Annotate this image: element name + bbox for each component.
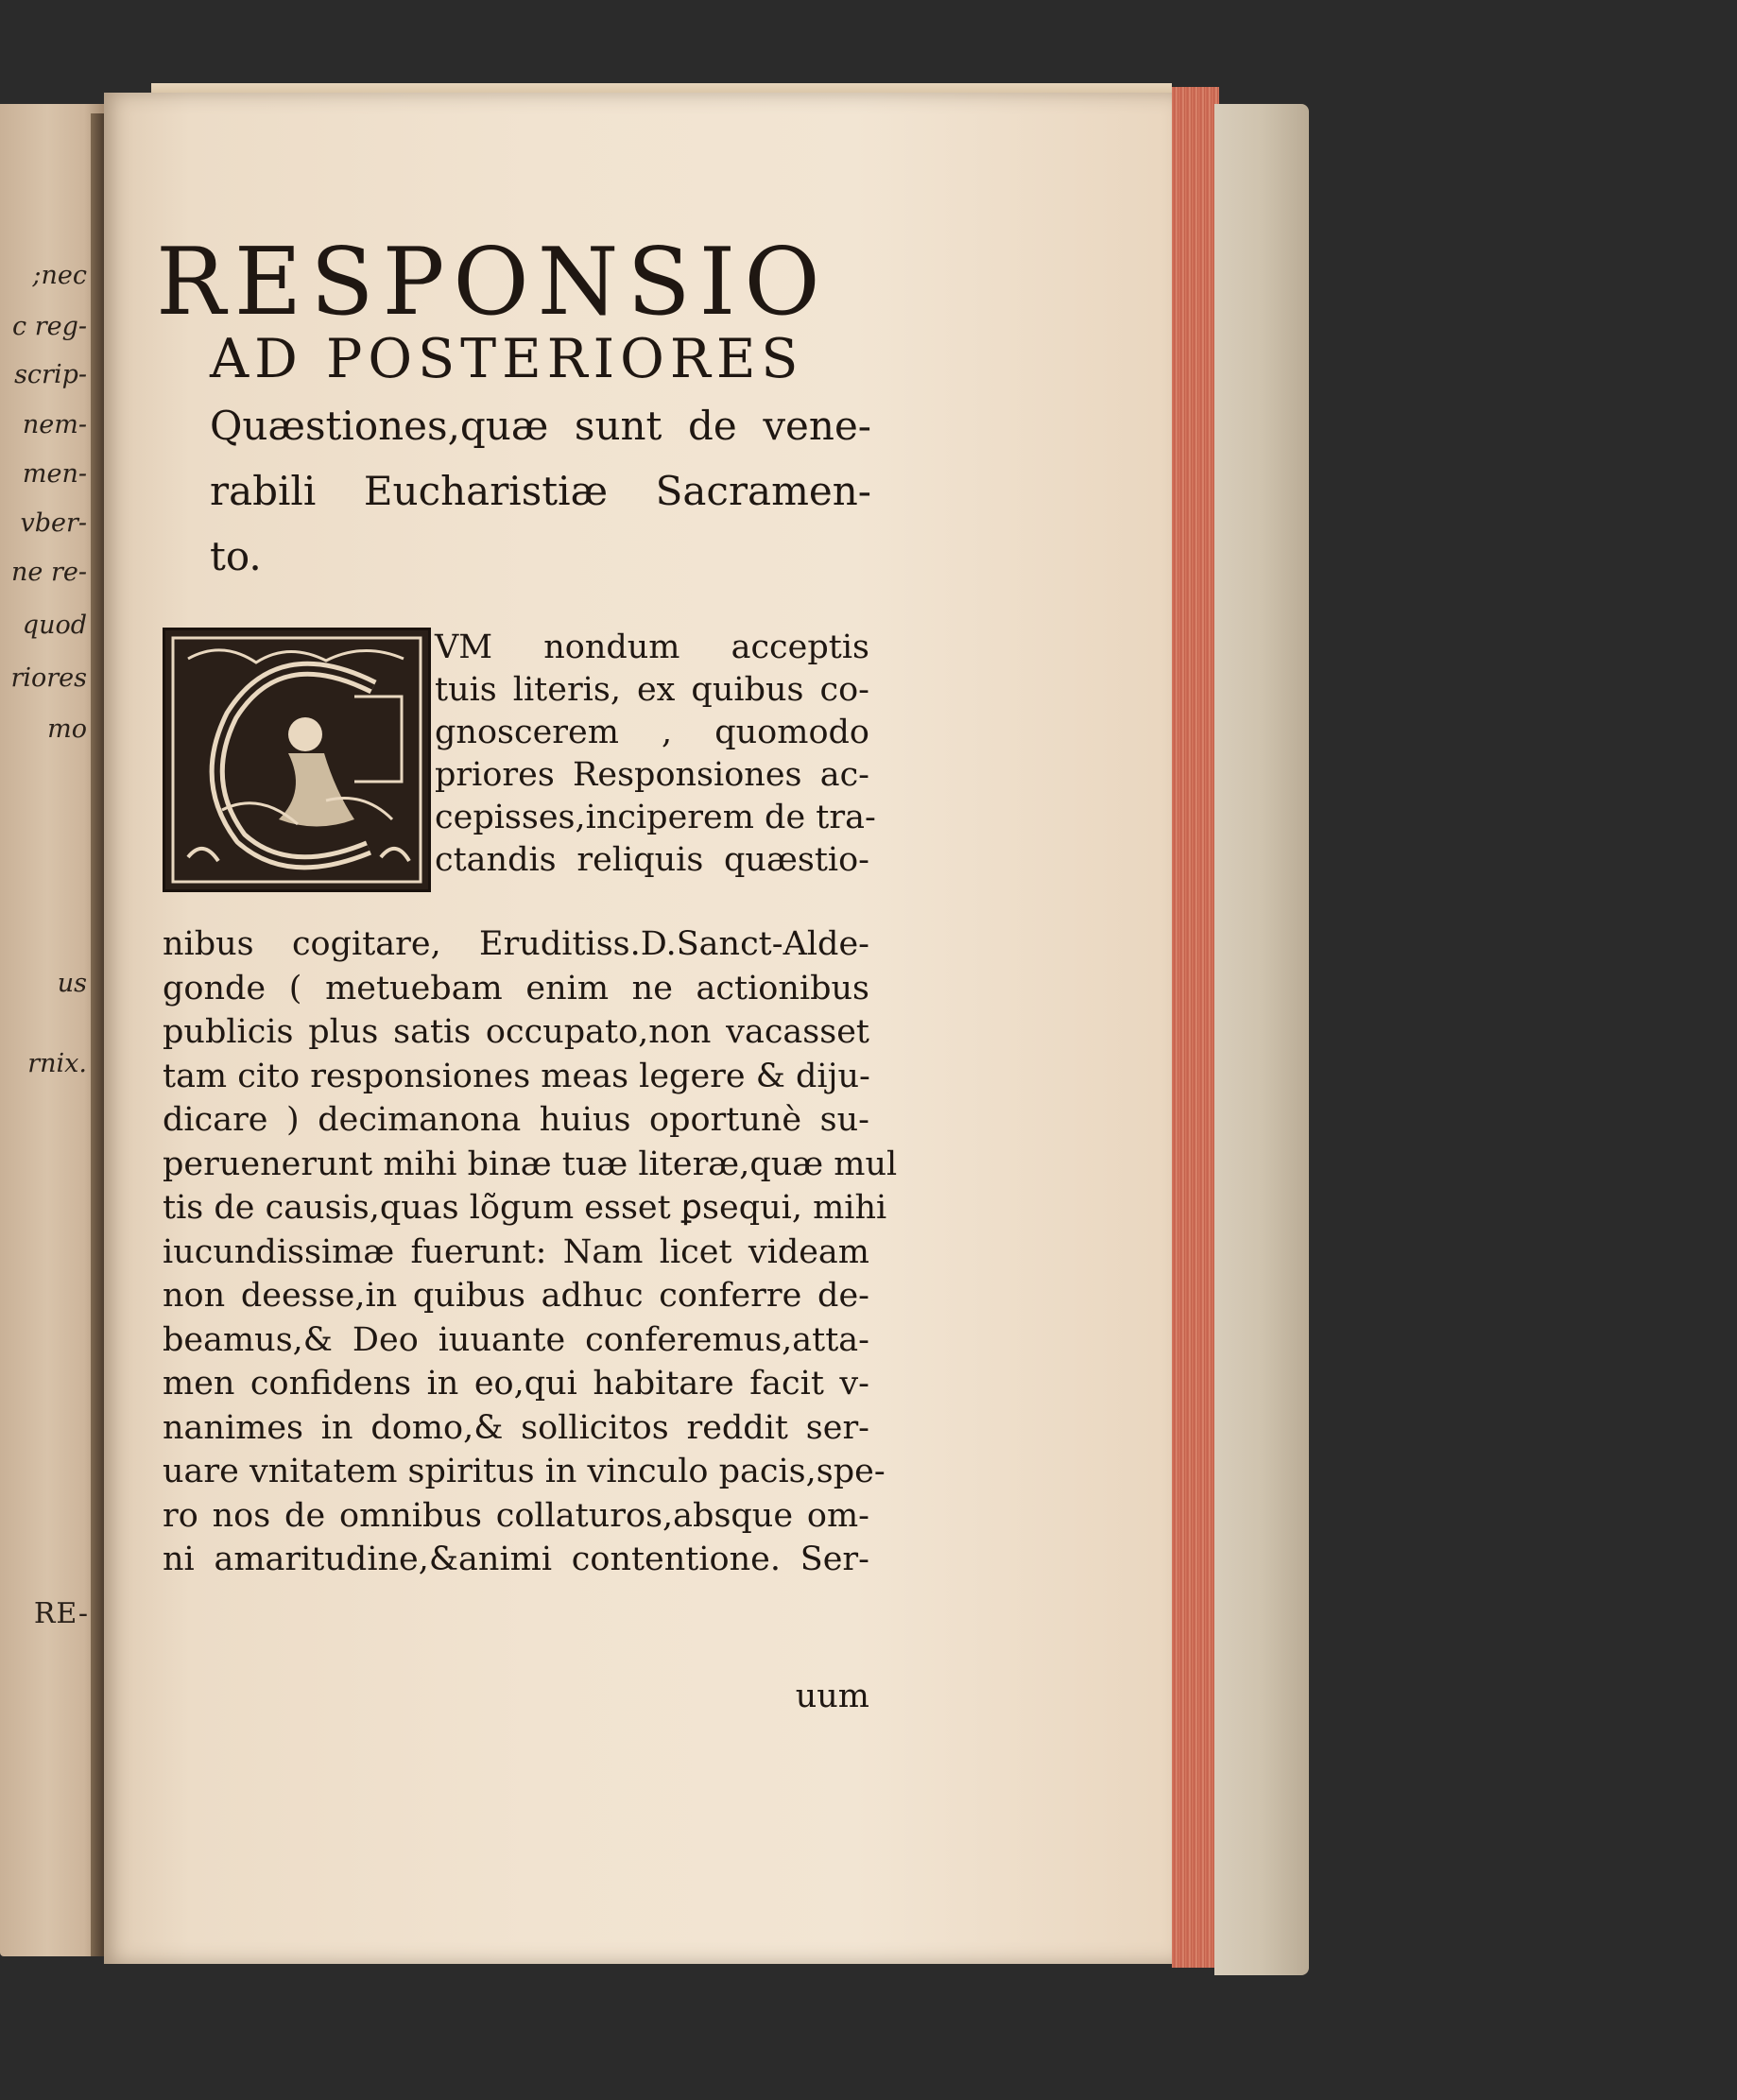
body-line: VM nondum acceptis [435,628,869,666]
heading-line: to. [210,533,262,579]
body-line: tuis literis, ex quibus co- [435,671,869,709]
body-line: peruenerunt mihi binæ tuæ literæ,quæ mul [163,1145,898,1183]
left-page-line: men- [22,459,87,489]
left-page-line: rnix. [27,1049,87,1078]
heading-line: Quæstiones,quæ sunt de vene- [210,403,871,449]
body-line: men confidens in eo,qui habitare facit v- [163,1365,869,1403]
page-title: RESPONSIO [156,229,829,336]
body-line: ni amaritudine,&animi contentione. Ser- [163,1541,869,1578]
left-page-line: ;nec [32,261,87,290]
body-line: publicis plus satis occupato,non vacasset [163,1013,869,1051]
body-line: gnoscerem , quomodo [435,714,869,751]
heading-line: rabili Eucharistiæ Sacramen- [210,468,871,514]
page-subtitle: AD POSTERIORES [210,328,804,390]
left-page-line: riores [10,663,87,693]
body-line: cepisses,inciperem de tra- [435,799,876,836]
body-line: nanimes in domo,& sollicitos reddit ser- [163,1408,869,1447]
left-page-line: vber- [20,508,87,538]
red-fore-edge [1172,87,1219,1968]
left-page-catchword: RE- [33,1597,89,1630]
decorated-initial-c [163,628,431,892]
body-line: ctandis reliquis quæstio- [435,841,869,879]
left-page-line: scrip- [14,360,87,389]
left-page-line: nem- [22,410,87,439]
left-page-line: c reg- [12,312,87,341]
book-cover-edge [1214,104,1309,1975]
body-line: iucundissimæ fuerunt: Nam licet videam [163,1232,869,1271]
left-page-line: us [57,969,87,998]
body-line: uare vnitatem spiritus in vinculo pacis,spe- [163,1453,886,1490]
body-line: tam cito responsiones meas legere & diju- [163,1057,870,1095]
body-line: dicare ) decimanona huius oportunè su- [163,1101,869,1139]
body-line: gonde ( metuebam enim ne actionibus [163,969,869,1007]
left-page-line: ne re- [11,558,87,587]
catchword: uum [795,1678,869,1715]
body-line: non deesse,in quibus adhuc conferre de- [163,1277,869,1315]
body-line: tis de causis,quas lõgum esset ꝑsequi, mihi [163,1189,887,1227]
woodcut-illustration-icon [165,630,428,889]
body-line: beamus,& Deo iuuante conferemus,atta- [163,1320,869,1359]
left-page-line: mo [47,714,87,744]
body-line: nibus cogitare, Eruditiss.D.Sanct-Alde- [163,925,869,963]
body-line: ro nos de omnibus collaturos,absque om- [163,1496,869,1535]
body-line: priores Responsiones ac- [435,756,869,794]
left-page-line: quod [22,611,87,640]
